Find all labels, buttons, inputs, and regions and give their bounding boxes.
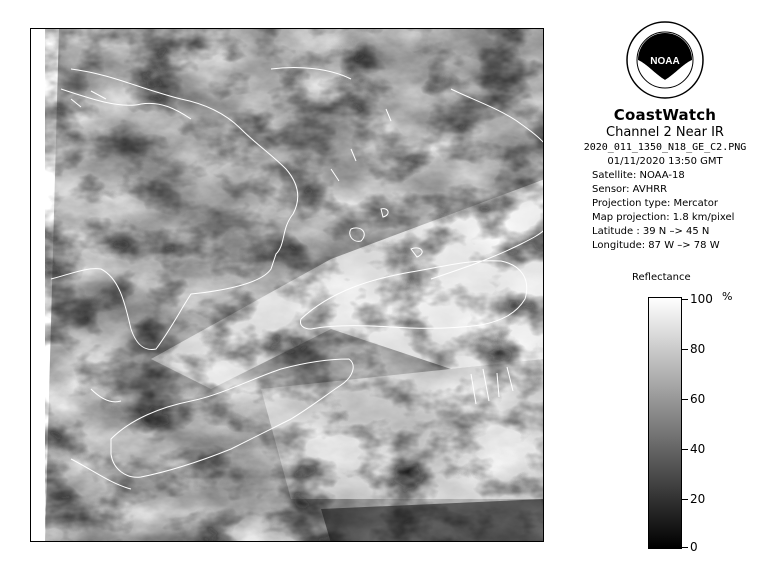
projection-type-label: Projection type: Mercator [592,198,718,209]
colorbar-tick-label: 0 [690,540,698,554]
colorbar-tick-label: 40 [690,442,706,456]
colorbar-tick-label: 80 [690,342,706,356]
noaa-logo [625,20,705,100]
dark-texture [45,29,544,542]
sensor-label: Sensor: AVHRR [592,184,668,195]
colorbar-tick-100 [682,299,688,300]
filename-label: 2020_011_1350_N18_GE_C2.PNG [583,142,747,153]
colorbar-tick-label: 100 [690,292,713,306]
colorbar-tick-20 [682,499,688,500]
colorbar-tick-60 [682,399,688,400]
colorbar [648,297,682,549]
colorbar-title: Reflectance [632,272,691,283]
map-projection-label: Map projection: 1.8 km/pixel [592,212,735,223]
brand-name: CoastWatch [613,106,717,124]
colorbar-tick-label: 20 [690,492,706,506]
latitude-label: Latitude : 39 N –> 45 N [592,226,710,237]
channel-label: Channel 2 Near IR [606,125,724,140]
satellite-image [30,28,544,542]
satellite-label: Satellite: NOAA-18 [592,170,685,181]
colorbar-tick-0 [682,547,688,548]
longitude-label: Longitude: 87 W –> 78 W [592,240,720,251]
colorbar-unit: % [722,290,733,303]
satellite-image-svg [31,29,544,542]
info-panel [560,20,770,251]
noaa-logo-text: NOAA [650,56,680,67]
colorbar-tick-80 [682,349,688,350]
colorbar-tick-label: 60 [690,392,706,406]
datetime-label: 01/11/2020 13:50 GMT [607,156,723,167]
colorbar-tick-40 [682,449,688,450]
